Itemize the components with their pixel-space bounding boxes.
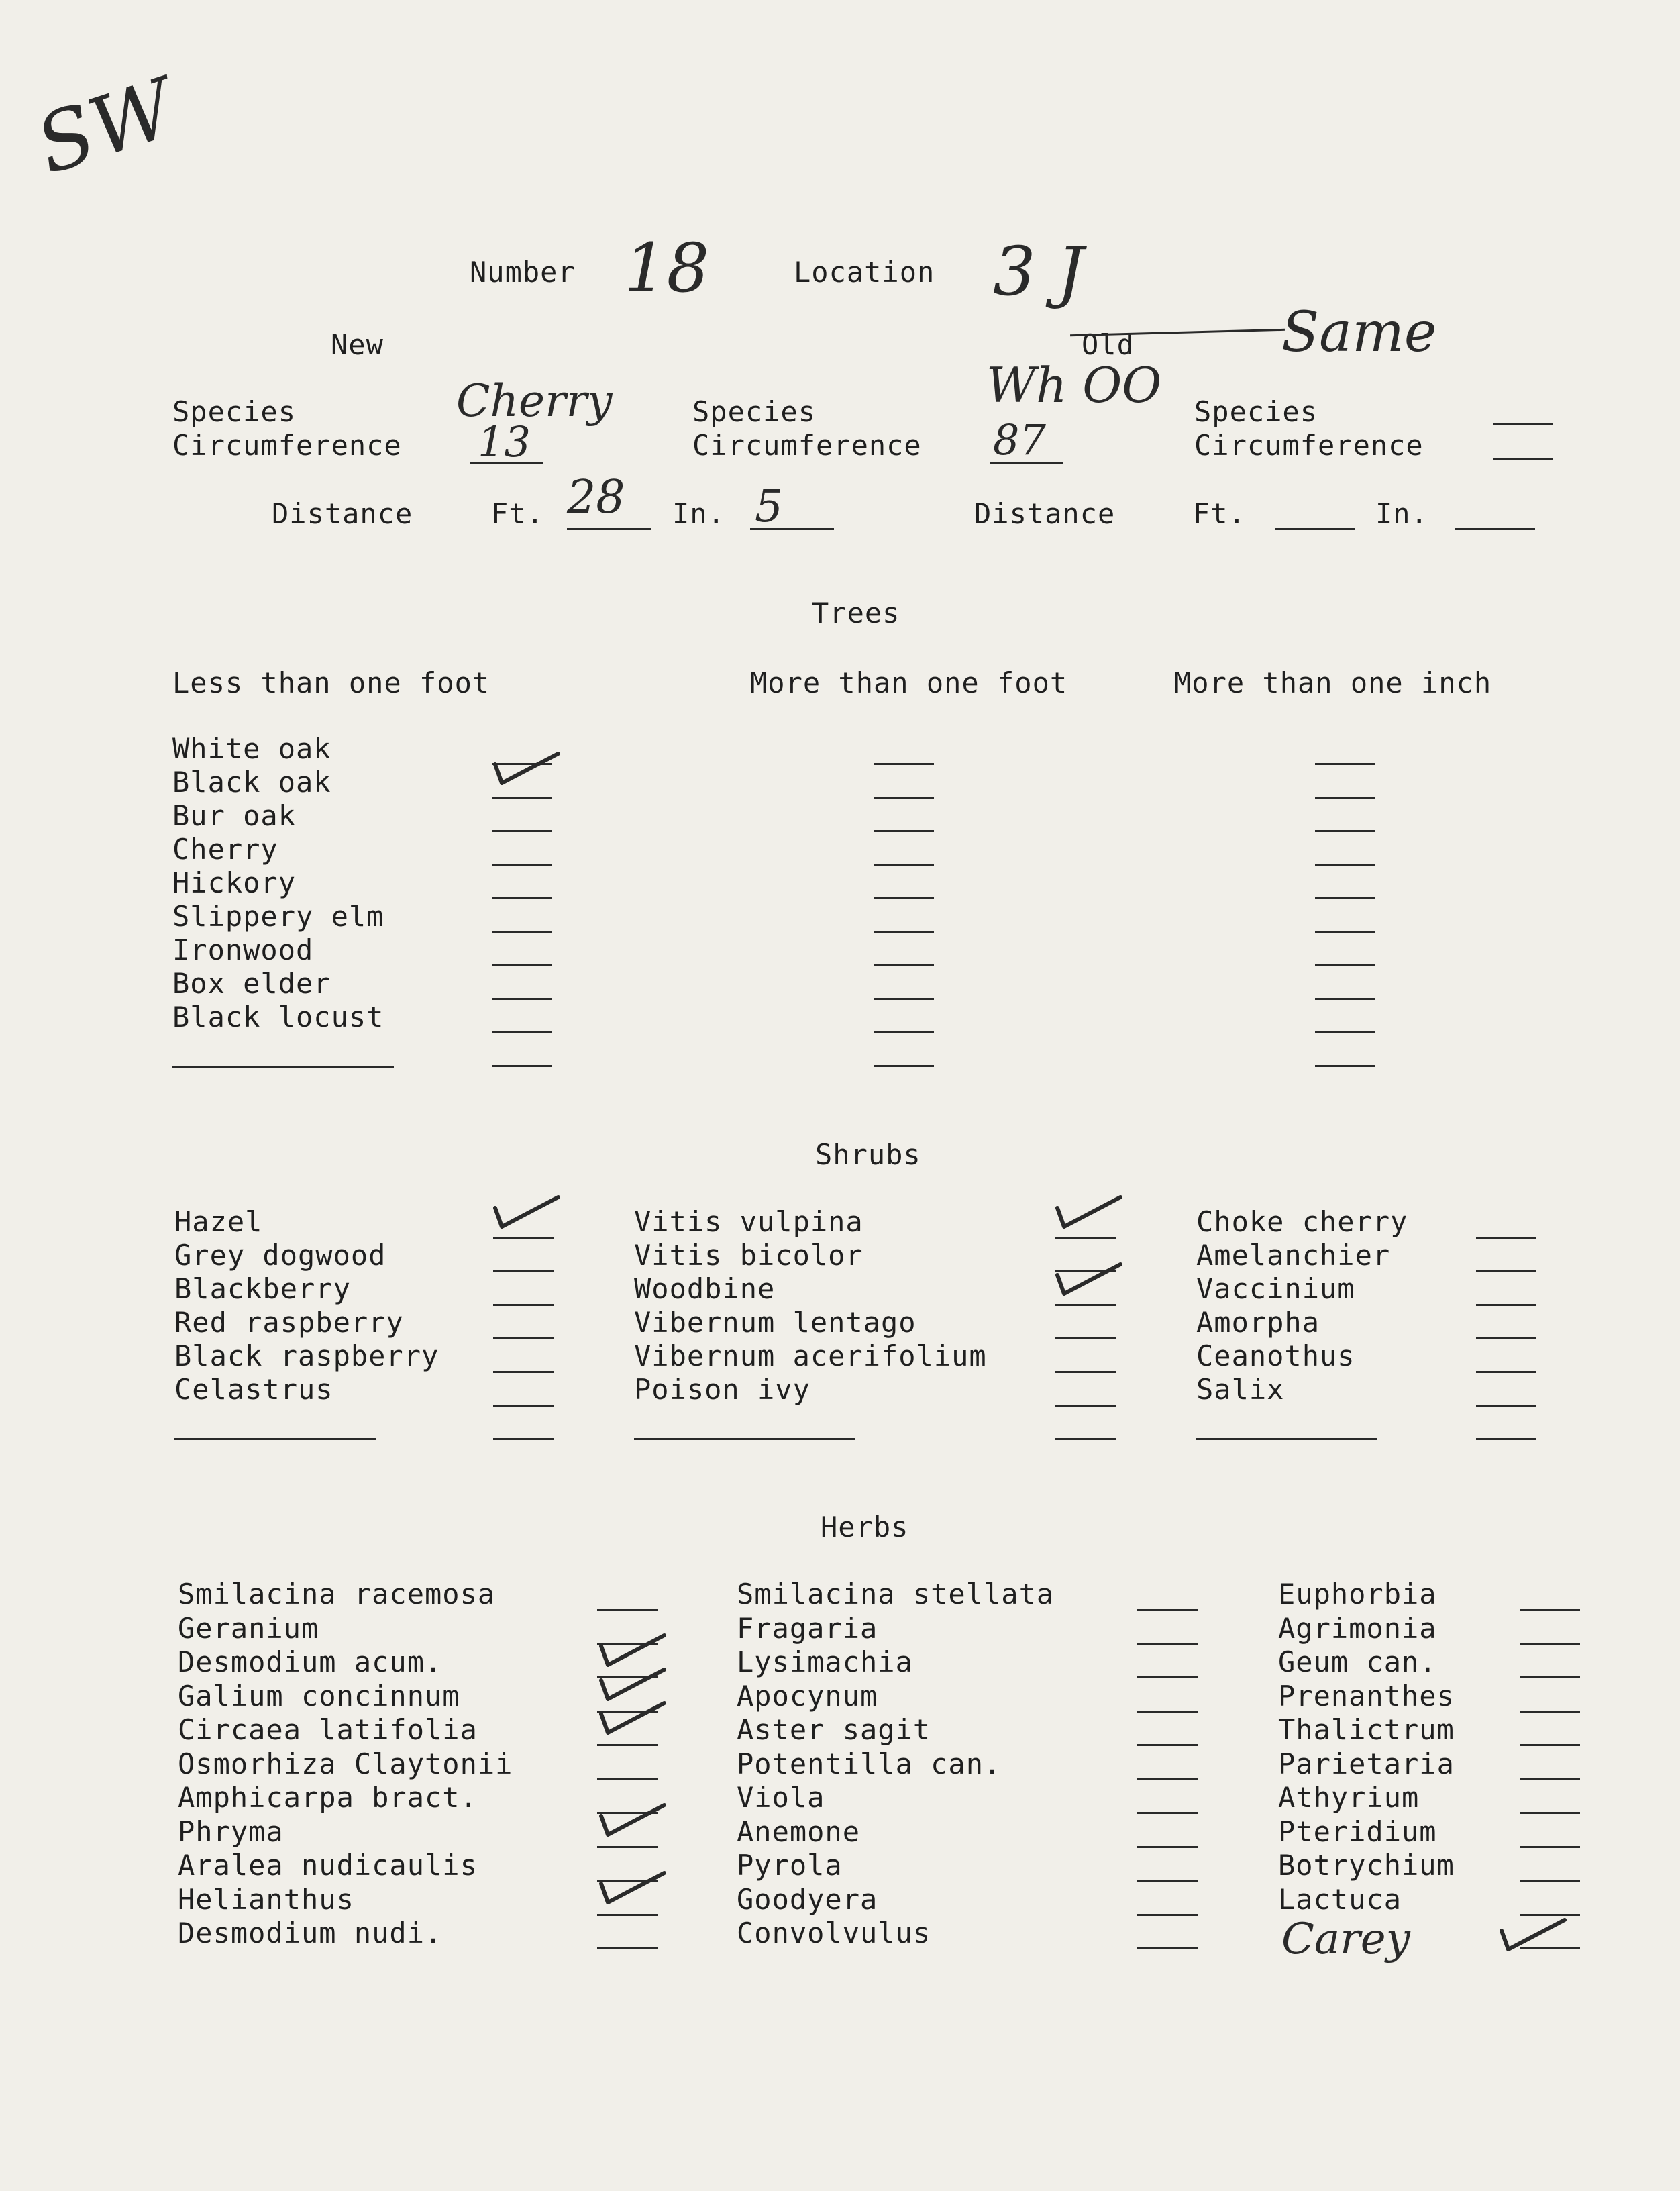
herb-item: Thalictrum [1278, 1713, 1455, 1746]
herb-blank [597, 1609, 658, 1611]
herb-blank [597, 1643, 658, 1645]
herb-item: Euphorbia [1278, 1578, 1437, 1611]
herb-item: Osmorhiza Claytonii [178, 1747, 513, 1780]
shrub-extra-name-line [1196, 1438, 1377, 1440]
herb-item: Potentilla can. [737, 1747, 1002, 1780]
herb-item: Athyrium [1278, 1781, 1420, 1814]
herb-blank [1520, 1609, 1580, 1611]
shrub-blank [1055, 1270, 1116, 1272]
tree-blank-more-than-inch [1315, 830, 1375, 832]
herb-blank [597, 1676, 658, 1678]
check-mark-icon [490, 750, 564, 790]
shrub-blank [493, 1237, 554, 1239]
circumference-value-new: 13 [478, 417, 531, 466]
herb-item: Aster sagit [737, 1713, 931, 1746]
herb-blank [597, 1778, 658, 1780]
shrub-item: Amorpha [1196, 1306, 1320, 1339]
ft-label-old: Ft. [1193, 497, 1246, 530]
herb-blank [1137, 1711, 1198, 1713]
herb-blank [1520, 1643, 1580, 1645]
tree-blank-less-than-foot [492, 998, 552, 1000]
trees-col3-header: More than one inch [1174, 666, 1492, 699]
shrub-blank [493, 1337, 554, 1339]
shrub-blank [1476, 1237, 1536, 1239]
shrub-item: Black raspberry [174, 1339, 439, 1372]
herb-blank [1137, 1676, 1198, 1678]
tree-item: Box elder [172, 967, 331, 1000]
circumference-label-new: Circumference [172, 429, 402, 462]
tree-blank-more-than-foot [874, 897, 934, 899]
circumference-label-old: Circumference [692, 429, 922, 462]
herb-item: Anemone [737, 1815, 861, 1848]
herb-blank [1137, 1643, 1198, 1645]
shrub-blank [1476, 1337, 1536, 1339]
herb-item: Prenanthes [1278, 1680, 1455, 1713]
tree-blank-more-than-inch [1315, 1031, 1375, 1033]
shrub-item: Grey dogwood [174, 1239, 386, 1272]
shrub-item: Amelanchier [1196, 1239, 1391, 1272]
tree-item: Black locust [172, 1001, 384, 1033]
tree-blank-more-than-foot [874, 998, 934, 1000]
in-line-new [750, 528, 834, 530]
tree-blank-more-than-inch [1315, 763, 1375, 765]
herb-blank [1520, 1676, 1580, 1678]
shrub-extra-name-line [634, 1438, 855, 1440]
tree-blank-more-than-inch [1315, 797, 1375, 799]
species-label-new: Species [172, 395, 297, 428]
shrub-item: Hazel [174, 1205, 263, 1238]
tree-blank-more-than-foot [874, 864, 934, 866]
tree-blank-less-than-foot [492, 1065, 552, 1067]
shrub-blank [493, 1371, 554, 1373]
herb-blank [1137, 1778, 1198, 1780]
ft-value-new: 28 [567, 471, 625, 524]
circumference-label-third: Circumference [1194, 429, 1424, 462]
tree-item: White oak [172, 732, 331, 765]
herb-item: Amphicarpa bract. [178, 1781, 478, 1814]
circumference-line-old [990, 462, 1063, 464]
herb-blank [1137, 1914, 1198, 1916]
herb-blank [597, 1947, 658, 1949]
shrub-blank [1055, 1371, 1116, 1373]
in-label-old: In. [1375, 497, 1428, 530]
herb-blank [597, 1812, 658, 1814]
herb-item: Galium concinnum [178, 1680, 460, 1713]
distance-label-old: Distance [974, 497, 1116, 530]
shrub-item: Vitis bicolor [634, 1239, 863, 1272]
annotation-sw: SW [25, 61, 186, 193]
in-label-new: In. [672, 497, 725, 530]
tree-item: Ironwood [172, 933, 314, 966]
distance-label-new: Distance [272, 497, 413, 530]
tree-blank-more-than-foot [874, 1031, 934, 1033]
tree-item: Hickory [172, 866, 297, 899]
shrub-blank [493, 1270, 554, 1272]
location-value: 3 J [993, 232, 1084, 311]
tree-blank-more-than-inch [1315, 864, 1375, 866]
herb-item: Viola [737, 1781, 825, 1814]
shrub-blank [493, 1304, 554, 1306]
check-mark-icon [1052, 1193, 1126, 1233]
tree-item: Slippery elm [172, 900, 384, 933]
ft-label-new: Ft. [491, 497, 544, 530]
ft-line-new [567, 528, 651, 530]
old-replacement: Same [1281, 301, 1437, 364]
tree-blank-more-than-foot [874, 931, 934, 933]
herb-blank [1520, 1778, 1580, 1780]
in-line-old [1455, 528, 1535, 530]
trees-col2-header: More than one foot [750, 666, 1068, 699]
shrub-item: Blackberry [174, 1272, 351, 1305]
tree-blank-more-than-foot [874, 797, 934, 799]
tree-blank-less-than-foot [492, 797, 552, 799]
herb-item: Lactuca [1278, 1883, 1402, 1916]
shrub-blank [1055, 1237, 1116, 1239]
check-mark-icon [1496, 1916, 1570, 1956]
herb-blank [597, 1914, 658, 1916]
herb-item: Agrimonia [1278, 1612, 1437, 1645]
herb-blank [1520, 1744, 1580, 1746]
species-label-old: Species [692, 395, 817, 428]
shrub-blank [1055, 1438, 1116, 1440]
herb-item: Smilacina stellata [737, 1578, 1055, 1611]
shrub-item: Red raspberry [174, 1306, 404, 1339]
tree-blank-more-than-inch [1315, 1065, 1375, 1067]
tree-blank-more-than-inch [1315, 964, 1375, 966]
herb-blank [1137, 1880, 1198, 1882]
herb-item: Phryma [178, 1815, 284, 1848]
tree-blank-less-than-foot [492, 897, 552, 899]
herb-item: Aralea nudicaulis [178, 1849, 478, 1882]
herb-item: Pyrola [737, 1849, 843, 1882]
shrub-item: Vibernum acerifolium [634, 1339, 987, 1372]
species-value-old: Wh OO [986, 357, 1162, 413]
herb-item: Helianthus [178, 1883, 354, 1916]
ft-line-old [1275, 528, 1355, 530]
herb-blank [1137, 1609, 1198, 1611]
shrub-blank [1476, 1438, 1536, 1440]
old-label: Old [1082, 328, 1135, 361]
shrub-extra-name-line [174, 1438, 376, 1440]
shrub-blank [1476, 1270, 1536, 1272]
check-mark-icon [596, 1801, 670, 1841]
in-value-new: 5 [755, 480, 783, 532]
tree-blank-more-than-inch [1315, 998, 1375, 1000]
herbs-handwritten-extra: Carey [1281, 1915, 1410, 1964]
herb-item: Parietaria [1278, 1747, 1455, 1780]
circumference-line-new [470, 462, 543, 464]
new-label: New [331, 328, 384, 361]
shrub-blank [1476, 1371, 1536, 1373]
herb-item: Geum can. [1278, 1645, 1437, 1678]
tree-blank-less-than-foot [492, 763, 552, 765]
herb-blank [1137, 1812, 1198, 1814]
shrub-blank [1055, 1337, 1116, 1339]
herb-blank [1520, 1812, 1580, 1814]
number-label: Number [470, 256, 576, 289]
herb-blank [597, 1846, 658, 1848]
shrub-item: Celastrus [174, 1373, 333, 1406]
herb-blank [1520, 1711, 1580, 1713]
herb-item: Botrychium [1278, 1849, 1455, 1882]
herb-item: Lysimachia [737, 1645, 913, 1678]
check-mark-icon [596, 1699, 670, 1739]
shrub-blank [1476, 1405, 1536, 1407]
tree-blank-less-than-foot [492, 864, 552, 866]
trees-col1-header: Less than one foot [172, 666, 490, 699]
species-label-third: Species [1194, 395, 1318, 428]
herb-item: Smilacina racemosa [178, 1578, 496, 1611]
circumference-line-third [1493, 458, 1553, 460]
tree-blank-less-than-foot [492, 931, 552, 933]
check-mark-icon [490, 1193, 564, 1233]
check-mark-icon [596, 1869, 670, 1909]
location-label: Location [794, 256, 935, 289]
herb-blank [1137, 1744, 1198, 1746]
herb-item: Apocynum [737, 1680, 878, 1713]
tree-item: Cherry [172, 833, 278, 866]
shrub-item: Vitis vulpina [634, 1205, 863, 1238]
herb-item: Goodyera [737, 1883, 878, 1916]
tree-blank-more-than-foot [874, 1065, 934, 1067]
herb-item: Desmodium nudi. [178, 1917, 443, 1949]
tree-extra-name-line [172, 1066, 394, 1068]
herb-item: Fragaria [737, 1612, 878, 1645]
tree-item: Bur oak [172, 799, 297, 832]
herb-blank [597, 1744, 658, 1746]
shrub-item: Choke cherry [1196, 1205, 1408, 1238]
herb-item: Convolvulus [737, 1917, 931, 1949]
tree-blank-less-than-foot [492, 964, 552, 966]
tree-blank-less-than-foot [492, 830, 552, 832]
shrub-item: Salix [1196, 1373, 1285, 1406]
number-value: 18 [624, 229, 710, 307]
herb-item: Pteridium [1278, 1815, 1437, 1848]
herb-item: Circaea latifolia [178, 1713, 478, 1746]
tree-blank-more-than-foot [874, 763, 934, 765]
check-mark-icon [1052, 1260, 1126, 1301]
shrubs-title: Shrubs [815, 1138, 921, 1171]
herbs-title: Herbs [821, 1511, 909, 1543]
shrub-blank [493, 1438, 554, 1440]
tree-blank-more-than-foot [874, 830, 934, 832]
herb-blank [597, 1711, 658, 1713]
tree-blank-more-than-foot [874, 964, 934, 966]
tree-blank-less-than-foot [492, 1031, 552, 1033]
herb-blank [597, 1880, 658, 1882]
herb-blank [1520, 1846, 1580, 1848]
shrub-item: Ceanothus [1196, 1339, 1355, 1372]
tree-item: Black oak [172, 766, 331, 799]
herb-item: Desmodium acum. [178, 1645, 443, 1678]
tree-blank-more-than-inch [1315, 897, 1375, 899]
circumference-value-old: 87 [993, 415, 1046, 464]
shrub-item: Poison ivy [634, 1373, 810, 1406]
herb-blank [1137, 1846, 1198, 1848]
species-value-new: Cherry [456, 375, 613, 427]
species-line-third [1493, 423, 1553, 425]
shrub-blank [1055, 1405, 1116, 1407]
herb-blank [1137, 1947, 1198, 1949]
shrub-blank [493, 1405, 554, 1407]
shrub-blank [1055, 1304, 1116, 1306]
shrub-item: Vaccinium [1196, 1272, 1355, 1305]
shrub-item: Vibernum lentago [634, 1306, 916, 1339]
shrub-item: Woodbine [634, 1272, 776, 1305]
tree-blank-more-than-inch [1315, 931, 1375, 933]
herb-blank [1520, 1880, 1580, 1882]
herb-item: Geranium [178, 1612, 319, 1645]
trees-title: Trees [812, 597, 900, 629]
shrub-blank [1476, 1304, 1536, 1306]
